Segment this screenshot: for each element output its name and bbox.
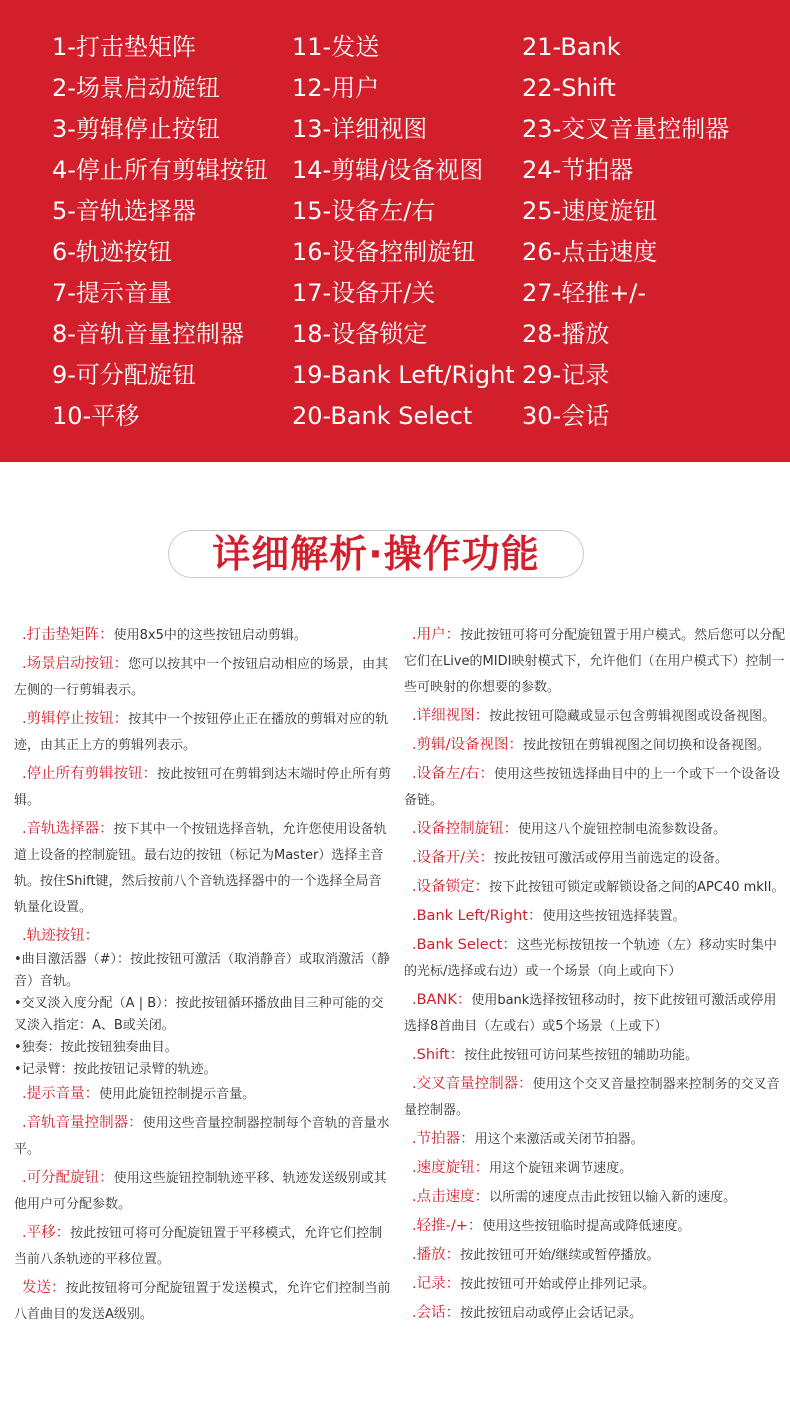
entry-term: .节拍器： <box>412 1131 475 1147</box>
entry-text: 按此按钮可开始或停止排列记录。 <box>460 1277 656 1292</box>
entry-text: 按下此按钮可锁定或解锁设备之间的APC40 mkII。 <box>489 880 785 895</box>
legend-banner <box>0 0 790 462</box>
entry-text: 按住此按钮可访问某些按钮的辅助功能。 <box>464 1048 699 1063</box>
description-sub-item: •曲目激活器（#）：按此按钮可激活（取消静音）或取消激活（静音）音轨。 <box>14 952 391 989</box>
entry-term: .设备开/关： <box>412 850 494 866</box>
entry-term: .设备锁定： <box>412 879 490 895</box>
entry-term: .场景启动按钮： <box>22 656 129 672</box>
entry-text: 使用8x5中的这些按钮启动剪辑。 <box>113 628 307 643</box>
legend-item: 3-剪辑停止按钮 <box>52 115 220 143</box>
description-entry <box>14 651 392 704</box>
entry-term: .设备左/右： <box>412 766 494 782</box>
legend-item: 29-记录 <box>522 361 610 389</box>
description-entry <box>14 1165 392 1218</box>
description-entry <box>14 1220 392 1273</box>
description-entry <box>404 761 788 814</box>
entry-term: .音轨选择器： <box>22 821 114 837</box>
legend-item: 19-Bank Left/Right <box>292 361 515 389</box>
description-entry <box>404 816 788 843</box>
entry-term: .Bank Select： <box>412 937 517 953</box>
description-entry <box>404 1271 788 1298</box>
entry-term: .Bank Left/Right： <box>412 908 543 924</box>
description-entry <box>404 987 788 1040</box>
entry-text: 您可以按其中一个按钮启动相应的场景，由其左侧的一行剪辑表示。 <box>14 657 389 698</box>
legend-column-2 <box>292 27 515 437</box>
entry-term: .可分配旋钮： <box>22 1170 114 1186</box>
entry-term: .设备控制旋钮： <box>412 821 519 837</box>
entry-text: 按此按钮可隐藏或显示包含剪辑视图或设备视图。 <box>489 709 776 724</box>
entry-text: 按此按钮可激活或停用当前选定的设备。 <box>494 851 729 866</box>
entry-term: .用户： <box>412 627 461 643</box>
entry-term: .轻推-/+： <box>412 1218 483 1234</box>
entry-term: .记录： <box>412 1276 461 1292</box>
legend-item: 2-场景启动旋钮 <box>52 74 220 102</box>
legend-column-1 <box>52 27 268 437</box>
description-entry <box>404 874 788 901</box>
legend-item: 16-设备控制旋钮 <box>292 238 476 266</box>
description-entry <box>14 706 392 759</box>
entry-term: .剪辑/设备视图： <box>412 737 523 753</box>
legend-item: 22-Shift <box>522 74 616 102</box>
description-column-right <box>404 622 788 1329</box>
legend-item: 14-剪辑/设备视图 <box>292 156 484 184</box>
legend-item: 9-可分配旋钮 <box>52 361 196 389</box>
entry-text: 以所需的速度点击此按钮以输入新的速度。 <box>489 1190 737 1205</box>
description-entry <box>404 1184 788 1211</box>
entry-text: 使用这些按钮临时提高或降低速度。 <box>482 1219 691 1234</box>
description-entry <box>404 1242 788 1269</box>
legend-item: 26-点击速度 <box>522 238 658 266</box>
entry-term: .播放： <box>412 1247 461 1263</box>
entry-term: .平移： <box>22 1225 71 1241</box>
description-sub-item: •交叉淡入度分配（A | B）：按此按钮循环播放曲目三种可能的交叉淡入指定：A、B或关闭。 <box>14 996 384 1033</box>
description-entry <box>404 1300 788 1327</box>
legend-column-3 <box>522 27 729 437</box>
entry-term: .BANK： <box>412 992 472 1008</box>
legend-item: 12-用户 <box>292 74 380 102</box>
entry-text: 按此按钮在剪辑视图之间切换和设备视图。 <box>523 738 771 753</box>
entry-text: 使用bank选择按钮移动时，按下此按钮可激活或停用选择8首曲目（左或右）或5个场景（上或下） <box>404 993 777 1034</box>
legend-item: 11-发送 <box>292 33 380 61</box>
entry-text: 用这个来激活或关闭节拍器。 <box>474 1132 644 1147</box>
entry-term: .交叉音量控制器： <box>412 1076 533 1092</box>
legend-item: 27-轻推+/- <box>522 279 647 307</box>
legend-item: 7-提示音量 <box>52 279 172 307</box>
description-sub-item: •独奏：按此按钮独奏曲目。 <box>14 1040 178 1055</box>
description-entry <box>404 1042 788 1069</box>
description-entry <box>14 1081 392 1108</box>
entry-text: 按其中一个按钮停止正在播放的剪辑对应的轨迹，由其正上方的剪辑列表示。 <box>14 712 389 753</box>
section-title: 详细解析·操作功能 <box>212 532 540 576</box>
description-entry <box>404 622 788 701</box>
description-entry <box>404 1155 788 1182</box>
legend-item: 15-设备左/右 <box>292 197 436 225</box>
entry-term: .Shift： <box>412 1047 465 1063</box>
entry-text: 按此按钮可在剪辑到达末端时停止所有剪辑。 <box>14 767 392 808</box>
legend-item: 21-Bank <box>522 33 621 61</box>
entry-text: 按此按钮将可分配旋钮置于发送模式，允许它们控制当前八首曲目的发送A级别。 <box>14 1281 391 1322</box>
legend-item: 23-交叉音量控制器 <box>522 115 730 143</box>
entry-text: 使用这八个旋钮控制电流参数设备。 <box>518 822 727 837</box>
legend-item: 20-Bank Select <box>292 402 473 430</box>
description-sub-item: •记录臂：按此按钮记录臂的轨迹。 <box>14 1062 217 1077</box>
entry-text: 按下其中一个按钮选择音轨，允许您使用设备轨道上设备的控制旋钮。最右边的按钮（标记为Master）选择主音轨。按住Shift键，然后按前八个音轨选择器中的一个选择全局音轨量化设置。 <box>14 822 387 915</box>
description-entry <box>404 903 788 930</box>
entry-text: 用这个旋钮来调节速度。 <box>489 1161 633 1176</box>
entry-term: .剪辑停止按钮： <box>22 711 129 727</box>
description-entry <box>404 932 788 985</box>
legend-item: 4-停止所有剪辑按钮 <box>52 156 268 184</box>
entry-text: 使用这些旋钮控制轨迹平移、轨迹发送级别或其他用户可分配参数。 <box>14 1171 387 1212</box>
description-entry <box>404 1213 788 1240</box>
description-heading: .轨迹按钮： <box>22 928 100 944</box>
description-entry <box>14 1275 392 1328</box>
description-entry <box>14 622 392 649</box>
legend-item: 30-会话 <box>522 402 610 430</box>
legend-item: 5-音轨选择器 <box>52 197 196 225</box>
legend-item: 17-设备开/关 <box>292 279 436 307</box>
entry-text: 按此按钮可开始/继续或暂停播放。 <box>460 1248 660 1263</box>
legend-item: 1-打击垫矩阵 <box>52 33 196 61</box>
entry-text: 按此按钮可将可分配旋钮置于用户模式。然后您可以分配它们在Live的MIDI映射模式下，允许他们（在用户模式下）控制一些可映射的你想要的参数。 <box>404 628 786 695</box>
entry-text: 按此按钮启动或停止会话记录。 <box>460 1306 643 1321</box>
description-entry <box>14 816 392 921</box>
legend-item: 13-详细视图 <box>292 115 428 143</box>
description-entry <box>404 1126 788 1153</box>
entry-text: 使用这些音量控制器控制每个音轨的音量水平。 <box>14 1116 390 1157</box>
description-entry <box>404 845 788 872</box>
entry-text: 使用这些按钮选择曲目中的上一个或下一个设备设备链。 <box>404 767 781 808</box>
legend-item: 10-平移 <box>52 402 140 430</box>
description-column-left <box>14 622 392 1330</box>
entry-term: .停止所有剪辑按钮： <box>22 766 158 782</box>
entry-term: .点击速度： <box>412 1189 490 1205</box>
legend-item: 8-音轨音量控制器 <box>52 320 244 348</box>
legend-item: 18-设备锁定 <box>292 320 428 348</box>
entry-term: .提示音量： <box>22 1086 100 1102</box>
description-entry <box>404 732 788 759</box>
entry-text: 使用这些按钮选择装置。 <box>542 909 686 924</box>
entry-term: .详细视图： <box>412 708 490 724</box>
legend-item: 24-节拍器 <box>522 156 634 184</box>
description-entry <box>404 1071 788 1124</box>
description-entry <box>14 1110 392 1163</box>
entry-term: .会话： <box>412 1305 461 1321</box>
entry-term: .速度旋钮： <box>412 1160 490 1176</box>
entry-text: 这些光标按钮按一个轨迹（左）移动实时集中的光标/选择或右边）或一个场景（向上或向下） <box>404 938 777 979</box>
entry-text: 使用这个交叉音量控制器来控制务的交叉音量控制器。 <box>404 1077 780 1118</box>
legend-item: 25-速度旋钮 <box>522 197 658 225</box>
entry-term: .打击垫矩阵： <box>22 627 114 643</box>
entry-term: .音轨音量控制器： <box>22 1115 143 1131</box>
legend-item: 28-播放 <box>522 320 610 348</box>
entry-term: 发送： <box>22 1280 66 1296</box>
description-entry <box>14 761 392 814</box>
entry-text: 使用此旋钮控制提示音量。 <box>99 1087 256 1102</box>
description-entry <box>404 703 788 730</box>
legend-item: 6-轨迹按钮 <box>52 238 172 266</box>
section-title-pill <box>168 530 584 578</box>
entry-text: 按此按钮可将可分配旋钮置于平移模式，允许它们控制当前八条轨迹的平移位置。 <box>14 1226 383 1267</box>
